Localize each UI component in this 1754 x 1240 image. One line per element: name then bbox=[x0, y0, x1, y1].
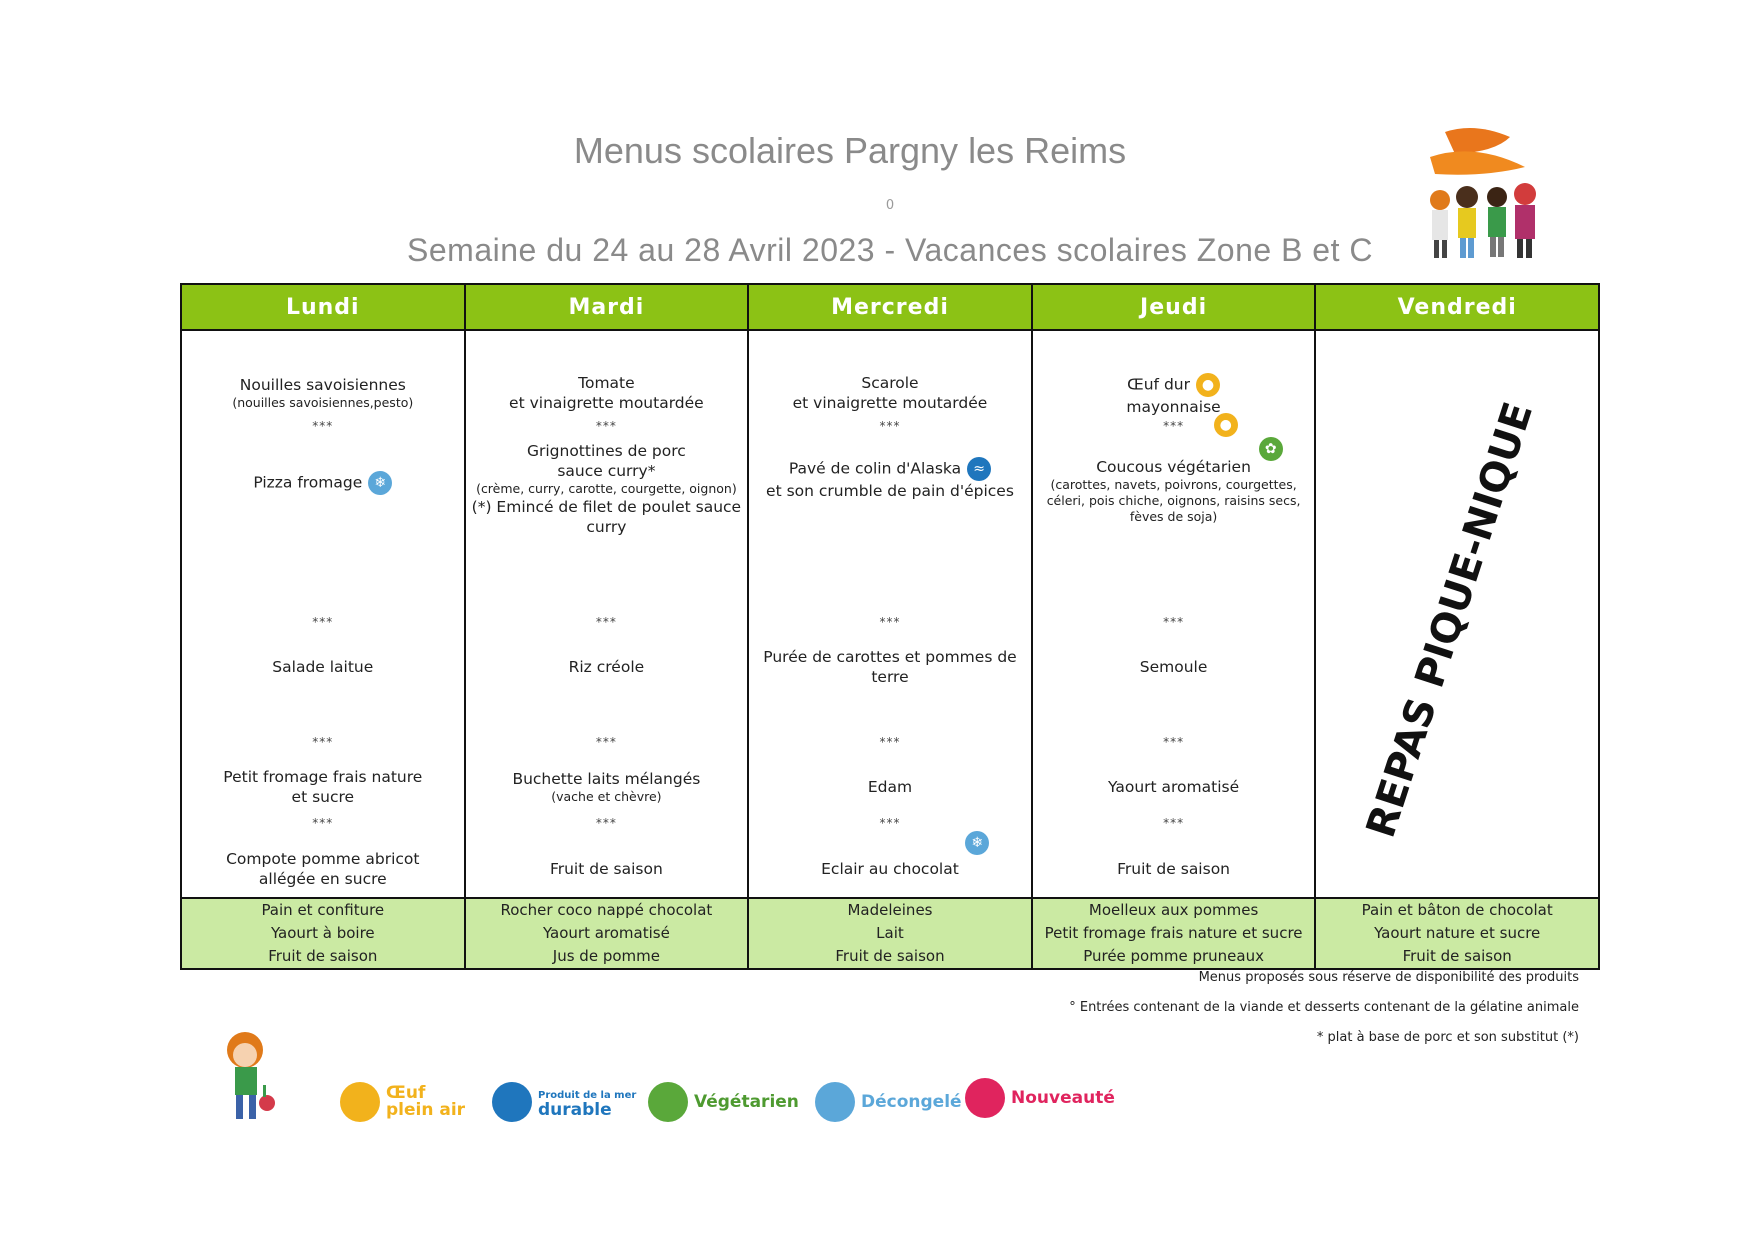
jeudi-accompagnement: Semoule bbox=[1139, 658, 1208, 676]
gouter-item: Fruit de saison bbox=[835, 947, 945, 965]
dish-detail: fèves de soja) bbox=[1129, 509, 1218, 524]
gouter-item: Rocher coco nappé chocolat bbox=[500, 901, 713, 919]
gouter-item: Yaourt aromatisé bbox=[542, 924, 670, 942]
dish-name: Purée de carottes et pommes de bbox=[763, 648, 1017, 666]
gouter-item: Pain et confiture bbox=[261, 901, 385, 919]
legend-vegetarien bbox=[648, 1080, 799, 1124]
note-meat-gelatin: ° Entrées contenant de la viande et desserts contenant de la gélatine animale bbox=[1069, 1000, 1579, 1015]
dish-alternative: (*) Emincé de filet de poulet sauce bbox=[471, 498, 742, 516]
legend-nouveaute bbox=[965, 1076, 1115, 1120]
day-header-vendredi: Vendredi bbox=[1315, 284, 1599, 330]
mardi-plat bbox=[472, 441, 742, 537]
egg-icon bbox=[340, 1082, 380, 1122]
day-cell-mercredi bbox=[748, 330, 1032, 898]
dish-name: Nouilles savoisiennes bbox=[239, 376, 406, 394]
snowflake-icon: ❄ bbox=[965, 831, 989, 855]
separator: *** bbox=[312, 419, 334, 433]
gouter-mercredi bbox=[748, 898, 1032, 969]
day-header-jeudi: Jeudi bbox=[1032, 284, 1316, 330]
lundi-dessert bbox=[188, 849, 458, 889]
separator: *** bbox=[879, 816, 901, 830]
legend-oeuf-plein-air bbox=[340, 1080, 465, 1124]
dish-name: Scarole bbox=[861, 374, 919, 392]
snowflake-icon: ❄ bbox=[368, 471, 392, 495]
dish-name: Buchette laits mélangés bbox=[512, 770, 701, 788]
gouter-item: Purée pomme pruneaux bbox=[1083, 947, 1264, 965]
separator: *** bbox=[1163, 816, 1185, 830]
legend-label: durable bbox=[538, 1100, 612, 1120]
mardi-dessert: Fruit de saison bbox=[549, 860, 663, 878]
separator: *** bbox=[595, 816, 617, 830]
dish-name: et sucre bbox=[291, 788, 355, 806]
dish-detail: (carottes, navets, poivrons, courgettes, bbox=[1050, 477, 1297, 492]
separator: *** bbox=[595, 735, 617, 749]
page-counter: 0 bbox=[885, 198, 895, 213]
separator: *** bbox=[879, 735, 901, 749]
gouter-item: Moelleux aux pommes bbox=[1088, 901, 1259, 919]
separator: *** bbox=[1163, 419, 1185, 433]
day-cell-mardi bbox=[465, 330, 749, 898]
lundi-accompagnement: Salade laitue bbox=[272, 658, 374, 676]
dish-name: Œuf dur bbox=[1127, 375, 1190, 394]
lundi-laitage bbox=[188, 767, 458, 807]
separator: *** bbox=[312, 816, 334, 830]
dish-name: terre bbox=[871, 668, 909, 686]
legend-label: Œuf bbox=[386, 1083, 426, 1103]
gouter-item: Madeleines bbox=[847, 901, 933, 919]
day-header-mardi: Mardi bbox=[465, 284, 749, 330]
dish-name: et vinaigrette moutardée bbox=[509, 394, 704, 412]
gouter-item: Yaourt à boire bbox=[270, 924, 375, 942]
dish-detail: (vache et chèvre) bbox=[551, 789, 662, 804]
dish-detail: (nouilles savoisiennes,pesto) bbox=[232, 395, 414, 410]
dish-name: allégée en sucre bbox=[258, 870, 387, 888]
mercredi-plat bbox=[755, 457, 1025, 501]
gouter-jeudi bbox=[1032, 898, 1316, 969]
dish-name: mayonnaise bbox=[1126, 398, 1221, 416]
week-subtitle: Semaine du 24 au 28 Avril 2023 - Vacances scolaires Zone B et C bbox=[407, 232, 1373, 268]
gouter-item: Jus de pomme bbox=[552, 947, 660, 965]
dish-name: Petit fromage frais nature bbox=[223, 768, 423, 786]
dish-detail: (crème, curry, carotte, courgette, oignon) bbox=[476, 481, 737, 496]
leaf-icon: ✿ bbox=[1259, 437, 1283, 461]
mardi-entree bbox=[472, 373, 742, 413]
separator: *** bbox=[1163, 615, 1185, 629]
lundi-plat bbox=[188, 471, 458, 495]
separator: *** bbox=[879, 615, 901, 629]
gouter-lundi bbox=[181, 898, 465, 969]
gouter-vendredi bbox=[1315, 898, 1599, 969]
separator: *** bbox=[879, 419, 901, 433]
separator: *** bbox=[312, 615, 334, 629]
legend-label: plein air bbox=[386, 1100, 466, 1120]
mercredi-laitage: Edam bbox=[867, 778, 913, 796]
jeudi-plat bbox=[1039, 457, 1309, 525]
legend-label: Décongelé bbox=[861, 1092, 962, 1112]
new-icon bbox=[965, 1078, 1005, 1118]
mascot-illustration bbox=[205, 1025, 295, 1135]
legend-produit-mer-durable bbox=[492, 1080, 636, 1124]
jeudi-laitage: Yaourt aromatisé bbox=[1108, 778, 1240, 796]
repas-pique-nique-label: REPAS PIQUE-NIQUE bbox=[1357, 396, 1543, 844]
gouter-item: Pain et bâton de chocolat bbox=[1361, 901, 1553, 919]
snowflake-icon bbox=[815, 1082, 855, 1122]
dish-name: Pizza fromage bbox=[253, 473, 363, 492]
day-header-mercredi: Mercredi bbox=[748, 284, 1032, 330]
dish-name: et son crumble de pain d'épices bbox=[766, 482, 1014, 500]
dish-name: Coucous végétarien bbox=[1096, 458, 1251, 476]
lundi-entree bbox=[188, 375, 458, 411]
wave-icon: ≈ bbox=[967, 457, 991, 481]
separator: *** bbox=[1163, 735, 1185, 749]
egg-icon: ● bbox=[1214, 413, 1238, 437]
dish-alternative: curry bbox=[586, 518, 627, 536]
gouter-item: Lait bbox=[876, 924, 904, 942]
page-title: Menus scolaires Pargny les Reims bbox=[573, 130, 1127, 171]
wave-icon bbox=[492, 1082, 532, 1122]
legend-label: Végétarien bbox=[694, 1092, 799, 1112]
mercredi-entree bbox=[755, 373, 1025, 413]
gouter-item: Fruit de saison bbox=[1402, 947, 1512, 965]
day-header-lundi: Lundi bbox=[181, 284, 465, 330]
legend-label: Produit de la mer bbox=[538, 1090, 637, 1101]
mardi-laitage bbox=[472, 769, 742, 805]
gouter-item: Fruit de saison bbox=[268, 947, 378, 965]
legend-label: Nouveauté bbox=[1011, 1088, 1115, 1108]
legend-decongele bbox=[815, 1080, 962, 1124]
dish-name: Pavé de colin d'Alaska bbox=[788, 459, 962, 478]
petits-gastronomes-logo bbox=[1415, 122, 1555, 262]
separator: *** bbox=[595, 615, 617, 629]
mercredi-dessert: Eclair au chocolat bbox=[821, 860, 959, 878]
dish-name: et vinaigrette moutardée bbox=[792, 394, 988, 412]
dish-name: Grignottines de porc bbox=[526, 442, 686, 460]
leaf-icon bbox=[648, 1082, 688, 1122]
dish-name: Compote pomme abricot bbox=[226, 850, 420, 868]
gouter-item: Petit fromage frais nature et sucre bbox=[1044, 924, 1303, 942]
note-pork: * plat à base de porc et son substitut (*) bbox=[1316, 1030, 1579, 1045]
egg-icon: ● bbox=[1196, 373, 1220, 397]
jeudi-entree bbox=[1039, 373, 1309, 417]
mardi-accompagnement: Riz créole bbox=[568, 658, 645, 676]
gouter-item: Yaourt nature et sucre bbox=[1374, 924, 1541, 942]
dish-name: sauce curry* bbox=[557, 462, 656, 480]
day-cell-jeudi bbox=[1032, 330, 1316, 898]
day-cell-lundi bbox=[181, 330, 465, 898]
dish-detail: céleri, pois chiche, oignons, raisins secs, bbox=[1046, 493, 1301, 508]
mercredi-accompagnement bbox=[755, 647, 1025, 687]
gouter-mardi bbox=[465, 898, 749, 969]
note-availability: Menus proposés sous réserve de disponibilité des produits bbox=[1198, 970, 1579, 985]
separator: *** bbox=[595, 419, 617, 433]
jeudi-dessert: Fruit de saison bbox=[1117, 860, 1230, 878]
vendredi-special bbox=[1310, 396, 1590, 844]
separator: *** bbox=[312, 735, 334, 749]
dish-name: Tomate bbox=[578, 374, 635, 392]
